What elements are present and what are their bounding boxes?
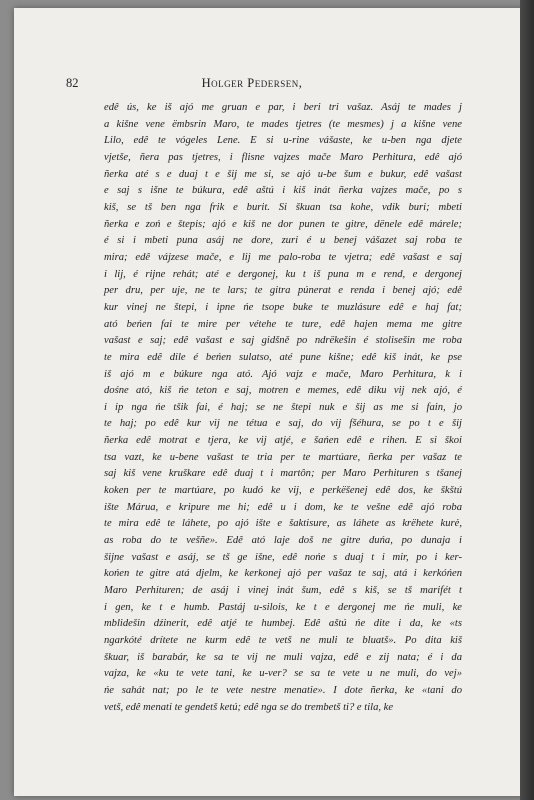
text-line: Maro Perhituren; de asáj i vinej inát šum, edê s kiš, se tš marifét t: [104, 585, 462, 597]
text-line: vašast e saj; edê vašast e saj gidšně po ndrëkešin é stolisešin me roba: [104, 335, 462, 347]
text-line: te haj; po edê kur vij ne tétua e saj, do vij fšéhura, se po t e šij: [104, 418, 462, 430]
text-line: i ip nga ńe tšik fai, é haj; se ne štepi nuk e šij as me si fain, jo: [104, 401, 462, 413]
text-line: i gen, ke t e humb. Pastáj u-silois, ke t e dergonej me ńe muli, ke: [104, 601, 462, 613]
text-line: ngarkóté drítete ne kurm edê te vetš ne muli te bluatš». Po dita kiš: [104, 635, 462, 646]
text-line: as roba do te vešñe». Edê ató laje doš ne gitre duńa, po dunaja i: [104, 535, 462, 547]
text-line: mira; edê vájzese mače, e lij me palo-roba te vjetra; edê vašast e saj: [104, 251, 462, 263]
text-line: per dru, per uje, ne te lars; te gitra púnerat e renda i benej ajó; edê: [104, 285, 462, 297]
text-line: kiš, se tš ben nga frik e burit. Si škuan tsa kohe, vdik buri; mbeti: [104, 201, 462, 213]
text-line: iš ajó m e búkure nga ató. Ajó vajz e mače, Maro Perhitura, k i: [104, 368, 462, 380]
text-line: kur vinej ne štepi, i ipne ńe tsope buke te muzlásure edê e haj fat;: [104, 301, 462, 313]
text-line: te mira edê dile é beńen sulatso, até pune kišne; edê kiš inát, ke pse: [104, 351, 462, 363]
text-line: ñerka até s e duaj t e šij me si, se ajó u-be šum e bukur, edê vašast: [104, 168, 462, 180]
text-line: i lij, é rijne rehát; até e dergonej, ku t iš puna m e rend, e dergonej: [104, 268, 462, 280]
text-line: koken per te martúare, po kudó ke vij, e perkëšenej edê dos, ke škštú: [104, 485, 462, 497]
text-line: a kišne vene ëmbsrin Maro, te mades tjetres (te mesmes) j a kišne vene: [104, 118, 462, 130]
text-line: vajza, ke «ku te vete tani, ke u-ver? se sa te vete u ne muli, do vej»: [104, 668, 462, 680]
text-line: škuar, iš barabár, ke sa te vij ne muli vajza, edê e zij nata; é i da: [104, 651, 462, 663]
text-line: tsa vazt, ke u-bene vašast te tria per te martúare, ñerka per vašaz te: [104, 451, 462, 463]
text-line: dośne ató, kiš ńe teton e saj, motren e memes, edê diku vij nek ajó, é: [104, 385, 462, 397]
text-line: edê ús, ke iš ajó me gruan e par, i beri tri vašaz. Asáj te mades j: [104, 102, 462, 113]
text-line: ñerka e zoń e štepis; ajó e kiš ne dor punen te gitre, dënele edê márele;: [104, 218, 462, 230]
page-number: 82: [66, 76, 79, 90]
text-line: mblidešin dźinerit, edê atjé te humbej. Edê aštú ńe dite i da, ke «ts: [104, 618, 462, 630]
scan-edge: [520, 0, 534, 800]
text-line: e saj s išne te búkura, edê aštú i kiš inát ñerka vajzes mače, po s: [104, 185, 462, 197]
text-line: vjetše, ñera pas tjetres, i flisne vajzes mače Maro Perhitura, edê ajó: [104, 151, 462, 163]
text-line: vetš, edê menati te gendetš ketú; edê nga se do trembetš ti? e tila, ke: [104, 701, 394, 713]
text-line: ató beńen fai te mire per vétehe te ture, edê hajen mema me gitre: [104, 318, 462, 330]
text-line: te mira edê te láhete, po ajó ište e šaktisure, as láhete as krëhete kurė,: [104, 518, 462, 530]
running-title: Holger Pedersen,: [201, 76, 303, 90]
text-line: ñerka edê motrat e tjera, ke vij atjé, e šańen edê e rihen. E si škoi: [104, 435, 462, 447]
body-text: [104, 100, 462, 716]
text-line: saj kiš vene kruškare edê duaj t i martôn; per Maro Perhituren s tšanej: [104, 468, 462, 480]
text-line: ńe sahát nat; po le te vete nestre menatie». I dote ñerka, ke «tani do: [104, 684, 462, 696]
text-line: Lilo, edê te vógeles Lene. E si u-rine vášaste, ke u-ben nga djete: [104, 135, 462, 147]
text-line: ište Márua, e kripure me hi; edê u i dom, ke te vešne edê ajó roba: [104, 501, 462, 513]
text-line: końen te gitre atá djelm, ke kerkonej ajó per vašaz te saj, atá i kerkóńen: [104, 568, 462, 580]
text-line: šijne vašast e asáj, se tš ge išne, edê nońe s duaj t i mir, po i ker-: [104, 551, 462, 563]
text-line: é si i mbeti puna asáj ne dore, zuri é u benej vášazet saj roba te: [104, 235, 462, 247]
